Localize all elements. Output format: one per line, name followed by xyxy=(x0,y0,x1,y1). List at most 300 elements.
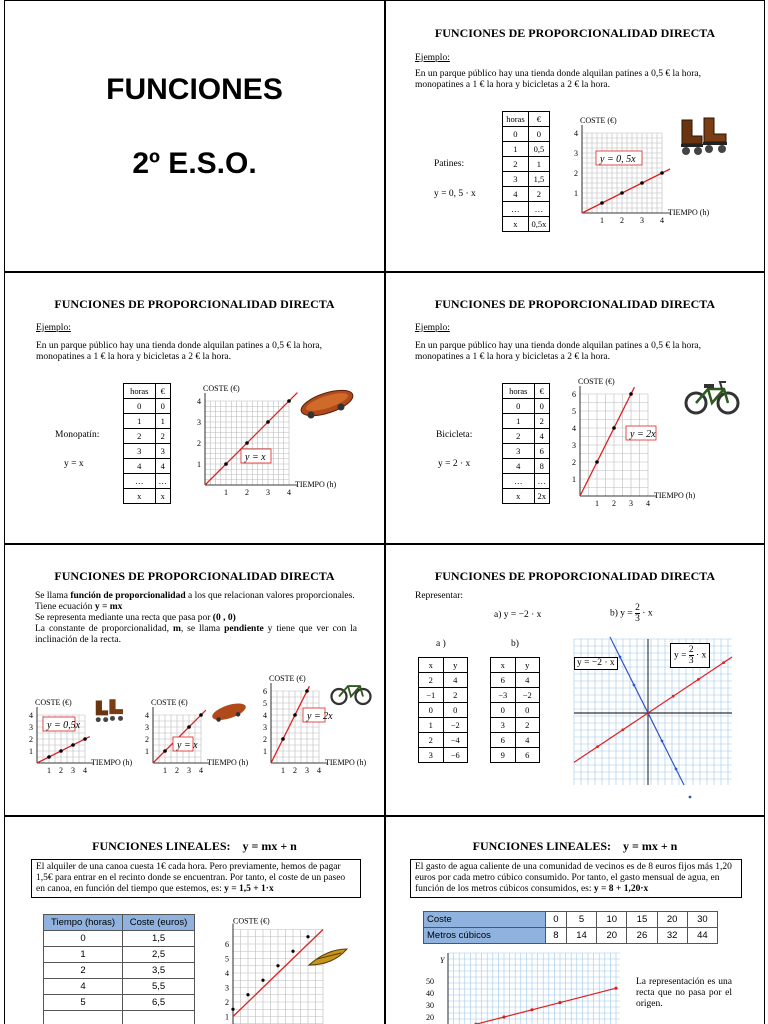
y-tick-label: 50 xyxy=(426,977,434,986)
slide-representar xyxy=(385,544,765,816)
water-table xyxy=(423,911,718,944)
y-tick-label: 2 xyxy=(145,735,149,744)
row-label: Metros cúbicos xyxy=(424,928,546,944)
x-tick-label: 1 xyxy=(600,216,604,225)
table-cell: 3 xyxy=(503,444,535,459)
table-header: € xyxy=(155,384,170,399)
data-point xyxy=(619,656,622,659)
text-fragment: · x xyxy=(642,608,653,619)
table-cell: 4 xyxy=(515,733,540,748)
table-cell: 4 xyxy=(44,979,123,995)
table-cell: x xyxy=(155,489,170,504)
table-cell: 14 xyxy=(566,928,596,944)
values-table xyxy=(502,111,550,232)
table-cell: 2 xyxy=(528,187,549,202)
roller-skates-icon xyxy=(678,116,732,158)
y-tick-label: 4 xyxy=(29,711,33,720)
table-header: horas xyxy=(503,112,529,127)
data-point xyxy=(231,1008,234,1011)
data-point xyxy=(697,678,700,681)
series-line xyxy=(37,737,90,763)
y-tick-label: 30 xyxy=(426,1001,434,1010)
data-point xyxy=(71,743,75,747)
equation-a-box: y = −2 · x xyxy=(574,657,618,670)
x-tick-label: 2 xyxy=(612,499,616,508)
slide-lineal-canoa xyxy=(4,816,385,1024)
table-cell: 1 xyxy=(44,947,123,963)
table-cell: … xyxy=(124,474,156,489)
y-tick-label: 3 xyxy=(263,723,267,732)
equation-label: y = x xyxy=(177,740,198,751)
y-tick-label: 4 xyxy=(263,711,267,720)
y-axis-label: Y xyxy=(440,956,445,965)
table-cell: 3 xyxy=(155,444,170,459)
table-cell: 4 xyxy=(503,187,529,202)
table-cell: 2 xyxy=(419,673,444,688)
table-cell: 2 xyxy=(419,733,444,748)
table-cell: 3 xyxy=(503,172,529,187)
problem-text: El gasto de agua caliente de una comunidad de vecinos es de 8 euros fijos más 1,20 euros por cada metro cúbico consumido. Por tanto, el gasto mensual de agua, en función de los metros cúbicos consumidos, es: xyxy=(415,862,732,894)
table-cell: 6 xyxy=(491,733,516,748)
table-cell: 4 xyxy=(443,673,468,688)
exercise-a: a) y = −2 · x xyxy=(494,610,542,620)
table-header: horas xyxy=(124,384,156,399)
data-point xyxy=(558,1001,561,1004)
table-cell: 2 xyxy=(515,718,540,733)
slide-heading: FUNCIONES DE PROPORCIONALIDAD DIRECTA xyxy=(434,569,716,583)
table-cell: 1 xyxy=(155,414,170,429)
data-point xyxy=(187,725,191,729)
table-header: x xyxy=(491,658,516,673)
fraction-denominator: 3 xyxy=(635,614,640,624)
heading-equation: y = mx + n xyxy=(242,839,297,853)
y-tick-label: 1 xyxy=(145,747,149,756)
table-cell: −2 xyxy=(443,718,468,733)
data-point xyxy=(612,426,616,430)
slide-heading: FUNCIONES DE PROPORCIONALIDAD DIRECTA xyxy=(54,569,335,583)
slide-heading xyxy=(386,839,764,854)
table-cell: 4 xyxy=(155,459,170,474)
vehicle-label: Monopatín: xyxy=(55,430,100,440)
y-tick-label: 2 xyxy=(572,458,576,467)
table-cell: 3 xyxy=(419,748,444,763)
table-cell: … xyxy=(503,474,535,489)
y-tick-label: 3 xyxy=(197,418,201,427)
table-cell: 0 xyxy=(124,399,156,414)
y-axis-label: COSTE (€) xyxy=(578,377,615,386)
fraction-numerator: 2 xyxy=(635,603,640,613)
formula: y = x xyxy=(64,459,84,469)
slide-heading: FUNCIONES DE PROPORCIONALIDAD DIRECTA xyxy=(434,26,716,40)
data-point xyxy=(661,740,664,743)
slide-lineal-agua xyxy=(385,816,765,1024)
table-cell: −1 xyxy=(419,688,444,703)
x-tick-label: 4 xyxy=(646,499,650,508)
table-cell: … xyxy=(534,474,549,489)
table-cell: −4 xyxy=(443,733,468,748)
y-tick-label: 1 xyxy=(572,475,576,484)
y-tick-label: 4 xyxy=(225,969,229,978)
table-cell: 3,5 xyxy=(123,963,195,979)
text-fragment: Se llama xyxy=(35,591,68,601)
x-axis-label: TIEMPO (h) xyxy=(91,758,133,767)
row-label: Coste xyxy=(424,912,546,928)
y-tick-label: 4 xyxy=(572,424,576,433)
heading-text: FUNCIONES LINEALES: xyxy=(472,839,611,853)
note-text: La representación es una recta que no pasa por el origen. xyxy=(636,977,732,1009)
data-point xyxy=(266,420,270,424)
intro-text: En un parque público hay una tienda donde alquilan patines a 0,5 € la hora, monopatines a 1 € la hora y bicicletas a 2 € la hora. xyxy=(36,341,322,362)
table-cell: 5,5 xyxy=(123,979,195,995)
main-title: FUNCIONES xyxy=(106,73,283,106)
ejemplo-label: Ejemplo: xyxy=(415,53,450,63)
data-point xyxy=(59,749,63,753)
data-point xyxy=(614,987,617,990)
series-line xyxy=(153,710,206,763)
text-fragment: Tiene ecuación xyxy=(35,602,93,612)
representar-label: Representar: xyxy=(415,591,464,601)
data-point xyxy=(620,191,624,195)
x-tick-label: 2 xyxy=(175,766,179,775)
table-cell: 3 xyxy=(124,444,156,459)
bicycle-icon xyxy=(684,377,740,417)
highlight-term: función de proporcionalidad xyxy=(70,591,186,601)
table-cell: 2,5 xyxy=(123,947,195,963)
equation-label: y = 2x xyxy=(630,429,656,440)
table-header: Coste (euros) xyxy=(123,915,195,931)
data-point xyxy=(675,768,678,771)
problem-box xyxy=(410,859,742,898)
table-header: y xyxy=(443,658,468,673)
y-tick-label: 4 xyxy=(197,397,201,406)
fraction-numerator: 2 xyxy=(688,645,694,655)
text-fragment: · x xyxy=(695,650,707,661)
table-cell: 4 xyxy=(534,429,549,444)
table-cell: 0 xyxy=(491,703,516,718)
slide-patines xyxy=(385,0,765,272)
table-cell: 9 xyxy=(491,748,516,763)
y-tick-label: 5 xyxy=(225,954,229,964)
data-point xyxy=(163,749,167,753)
y-axis-label: COSTE (€) xyxy=(203,384,240,393)
table-cell: x xyxy=(503,217,529,232)
table-cell: 6 xyxy=(491,673,516,688)
y-axis-label: COSTE (€) xyxy=(151,698,188,707)
table-cell: … xyxy=(503,202,529,217)
y-tick-label: 2 xyxy=(225,998,229,1007)
x-tick-label: 1 xyxy=(47,766,51,775)
slide-definicion xyxy=(4,544,385,816)
table-cell: 0 xyxy=(44,931,123,947)
table-header: y xyxy=(515,658,540,673)
highlight-term: y = mx xyxy=(94,602,123,612)
vehicle-label: Bicicleta: xyxy=(436,430,473,440)
data-point xyxy=(600,201,604,205)
x-tick-label: 1 xyxy=(281,766,285,775)
x-tick-label: 4 xyxy=(317,766,321,775)
table-cell: 15 xyxy=(627,912,657,928)
equation-label: y = 0,5x xyxy=(47,720,81,731)
x-tick-label: 2 xyxy=(59,766,63,775)
table-cell: 8 xyxy=(545,928,566,944)
data-point xyxy=(261,979,264,982)
table-cell: 0 xyxy=(155,399,170,414)
data-point xyxy=(245,441,249,445)
data-point xyxy=(502,1015,505,1018)
intro-text: En un parque público hay una tienda donde alquilan patines a 0,5 € la hora, monopatines a 1 € la hora y bicicletas a 2 € la hora. xyxy=(415,341,701,362)
fraction-denominator: 3 xyxy=(688,656,694,666)
table-cell: 0 xyxy=(443,703,468,718)
y-tick-label: 20 xyxy=(426,1013,434,1022)
equation-b-box xyxy=(670,643,710,668)
table-cell: 44 xyxy=(687,928,717,944)
table-cell: 4 xyxy=(124,459,156,474)
y-tick-label: 2 xyxy=(574,169,578,178)
y-tick-label: 3 xyxy=(572,441,576,450)
table-cell: 2 xyxy=(155,429,170,444)
skateboard-icon xyxy=(297,385,357,425)
series-line xyxy=(580,387,634,496)
x-tick-label: 3 xyxy=(71,766,75,775)
x-tick-label: 4 xyxy=(199,766,203,775)
table-cell: 4 xyxy=(503,459,535,474)
problem-box xyxy=(31,859,361,898)
y-tick-label: 1 xyxy=(225,1012,229,1022)
text-fragment: , se llama xyxy=(180,624,221,634)
y-tick-label: 5 xyxy=(263,699,267,708)
y-tick-label: 3 xyxy=(145,723,149,732)
table-cell: 8 xyxy=(534,459,549,474)
problem-equation: y = 1,5 + 1·x xyxy=(224,884,274,894)
formula: y = 2 · x xyxy=(438,459,471,469)
table-header: Tiempo (horas) xyxy=(44,915,123,931)
text-fragment: b) y = xyxy=(610,608,633,619)
table-cell: 0 xyxy=(503,399,535,414)
x-tick-label: 2 xyxy=(245,488,249,497)
text-fragment: a los que relacionan valores proporcionales. xyxy=(188,591,355,601)
table-cell xyxy=(44,1011,123,1024)
table-cell: 20 xyxy=(657,912,687,928)
table-cell: 2 xyxy=(44,963,123,979)
table-cell: 0 xyxy=(528,127,549,142)
values-table xyxy=(502,383,550,504)
table-cell: −2 xyxy=(515,688,540,703)
table-header: x xyxy=(419,658,444,673)
y-tick-label: 3 xyxy=(29,723,33,732)
y-tick-label: 3 xyxy=(574,149,578,158)
table-cell: 30 xyxy=(687,912,717,928)
slide-heading: FUNCIONES DE PROPORCIONALIDAD DIRECTA xyxy=(54,297,335,311)
table-cell: 0,5 xyxy=(528,142,549,157)
table-cell: 0 xyxy=(545,912,566,928)
y-tick-label: 1 xyxy=(29,747,33,756)
table-b xyxy=(490,657,540,763)
table-cell: 6,5 xyxy=(123,995,195,1011)
table-cell: 0 xyxy=(419,703,444,718)
bicycle-icon xyxy=(329,677,373,707)
y-tick-label: 6 xyxy=(225,940,229,949)
proportional-graph xyxy=(187,384,337,505)
table-cell xyxy=(123,1011,195,1024)
main-subtitle: 2º E.S.O. xyxy=(132,147,257,180)
table-header: € xyxy=(534,384,549,399)
y-tick-label: 4 xyxy=(145,711,149,720)
data-point xyxy=(633,684,636,687)
text-fragment: La constante de proporcionalidad, xyxy=(35,624,169,634)
y-tick-label: 4 xyxy=(574,129,578,138)
x-tick-label: 2 xyxy=(293,766,297,775)
highlight-term: pendiente xyxy=(224,624,264,634)
table-cell: 1 xyxy=(124,414,156,429)
definition-text xyxy=(35,591,357,646)
text-fragment: y = xyxy=(674,650,687,661)
x-axis-label: TIEMPO (h) xyxy=(295,480,337,489)
y-tick-label: 1 xyxy=(197,460,201,469)
x-axis-label: TIEMPO (h) xyxy=(654,491,696,500)
table-a-label: a ) xyxy=(436,639,446,649)
table-cell: 1 xyxy=(528,157,549,172)
highlight-term: (0 , 0) xyxy=(212,613,236,623)
table-cell: 6 xyxy=(534,444,549,459)
ejemplo-label: Ejemplo: xyxy=(36,323,71,333)
data-point xyxy=(689,796,692,799)
table-cell: 4 xyxy=(515,673,540,688)
y-tick-label: 6 xyxy=(572,390,576,399)
slide-heading xyxy=(5,839,384,854)
data-point xyxy=(596,745,599,748)
slide-bicicleta xyxy=(385,272,765,544)
proportional-graph xyxy=(566,376,696,508)
x-tick-label: 2 xyxy=(620,216,624,225)
roller-skates-icon xyxy=(93,698,127,724)
table-cell: x xyxy=(124,489,156,504)
data-point xyxy=(199,713,203,717)
table-cell: 5 xyxy=(566,912,596,928)
y-tick-label: 2 xyxy=(263,735,267,744)
data-point xyxy=(287,399,291,403)
data-point xyxy=(629,392,633,396)
proportional-graph xyxy=(566,113,710,233)
x-tick-label: 4 xyxy=(83,766,87,775)
table-cell: 2 xyxy=(503,429,535,444)
data-point xyxy=(293,713,297,717)
x-tick-label: 3 xyxy=(266,488,270,497)
table-cell: 2 xyxy=(534,414,549,429)
y-axis-label: COSTE (€) xyxy=(269,674,306,683)
table-cell: 6 xyxy=(515,748,540,763)
data-point xyxy=(530,1008,533,1011)
table-cell: 1,5 xyxy=(123,931,195,947)
x-axis-label: TIEMPO (h) xyxy=(325,758,367,767)
table-cell: 0 xyxy=(534,399,549,414)
data-point xyxy=(281,737,285,741)
table-cell: −6 xyxy=(443,748,468,763)
data-point xyxy=(722,661,725,664)
table-header: horas xyxy=(503,384,535,399)
table-cell: 2 xyxy=(503,157,529,172)
table-cell: 1 xyxy=(503,142,529,157)
intro-text: En un parque público hay una tienda donde alquilan patines a 0,5 € la hora, monopatines a 1 € la hora y bicicletas a 2 € la hora. xyxy=(415,69,701,90)
table-cell: 2 xyxy=(443,688,468,703)
problem-equation: y = 8 + 1,20·x xyxy=(593,884,649,894)
table-cell: 0 xyxy=(515,703,540,718)
data-point xyxy=(246,993,249,996)
table-cell: 32 xyxy=(657,928,687,944)
data-point xyxy=(672,695,675,698)
table-cell: … xyxy=(155,474,170,489)
data-point xyxy=(83,737,87,741)
formula: y = 0, 5 · x xyxy=(434,189,476,199)
slide-monopatin xyxy=(4,272,385,544)
y-tick-label: 1 xyxy=(574,189,578,198)
x-tick-label: 1 xyxy=(595,499,599,508)
table-cell: −3 xyxy=(491,688,516,703)
y-tick-label: 1 xyxy=(263,747,267,756)
table-cell: 1 xyxy=(419,718,444,733)
y-tick-label: 5 xyxy=(572,407,576,416)
table-header: € xyxy=(528,112,549,127)
table-cell: 26 xyxy=(627,928,657,944)
highlight-term: m xyxy=(172,624,181,634)
text-fragment: y tiene que ver con la inclinación de la recta. xyxy=(35,624,358,645)
slide-heading: FUNCIONES DE PROPORCIONALIDAD DIRECTA xyxy=(434,297,716,311)
table-cell: 1 xyxy=(503,414,535,429)
table-cell: … xyxy=(528,202,549,217)
data-point xyxy=(640,181,644,185)
vehicle-label: Patines: xyxy=(434,159,465,169)
heading-text: FUNCIONES LINEALES: xyxy=(92,839,231,853)
water-graph xyxy=(424,953,624,1024)
table-cell: x xyxy=(503,489,535,504)
table-b-label: b) xyxy=(511,639,519,649)
table-cell: 1,5 xyxy=(528,172,549,187)
y-tick-label: 2 xyxy=(29,735,33,744)
x-tick-label: 3 xyxy=(629,499,633,508)
equation-label: y = 0, 5x xyxy=(600,154,636,165)
problem-text: El alquiler de una canoa cuesta 1€ cada hora. Pero previamente, hemos de pagar 1,5€ para entrar en el recinto donde se encuentran. Por tanto, el coste de un paseo en canoa, en función del tiempo que estemos, es: xyxy=(36,862,346,894)
data-point xyxy=(291,950,294,953)
y-axis-label: COSTE (€) xyxy=(35,698,72,707)
data-point xyxy=(306,935,309,938)
table-a xyxy=(418,657,468,763)
y-axis-label: COSTE (€) xyxy=(233,916,270,926)
equation-label: y = x xyxy=(245,452,266,463)
y-tick-label: 6 xyxy=(263,687,267,696)
data-point xyxy=(621,728,624,731)
x-tick-label: 4 xyxy=(660,216,664,225)
y-tick-label: 40 xyxy=(426,989,434,998)
canoe-table xyxy=(43,914,195,1024)
x-tick-label: 1 xyxy=(163,766,167,775)
canoe-icon xyxy=(307,945,349,971)
slide-title xyxy=(4,0,385,272)
x-axis-label: TIEMPO (h) xyxy=(668,208,710,217)
ejemplo-label: Ejemplo: xyxy=(415,323,450,333)
text-fragment: Se representa mediante una recta que pasa por xyxy=(35,613,211,623)
data-point xyxy=(305,689,309,693)
x-tick-label: 4 xyxy=(287,488,291,497)
x-tick-label: 3 xyxy=(640,216,644,225)
values-table xyxy=(123,383,171,504)
data-point xyxy=(276,964,279,967)
table-cell: 20 xyxy=(597,928,627,944)
x-tick-label: 3 xyxy=(187,766,191,775)
y-axis-label: COSTE (€) xyxy=(580,116,617,125)
data-point xyxy=(224,462,228,466)
table-cell: 5 xyxy=(44,995,123,1011)
x-tick-label: 3 xyxy=(305,766,309,775)
table-cell: 3 xyxy=(491,718,516,733)
